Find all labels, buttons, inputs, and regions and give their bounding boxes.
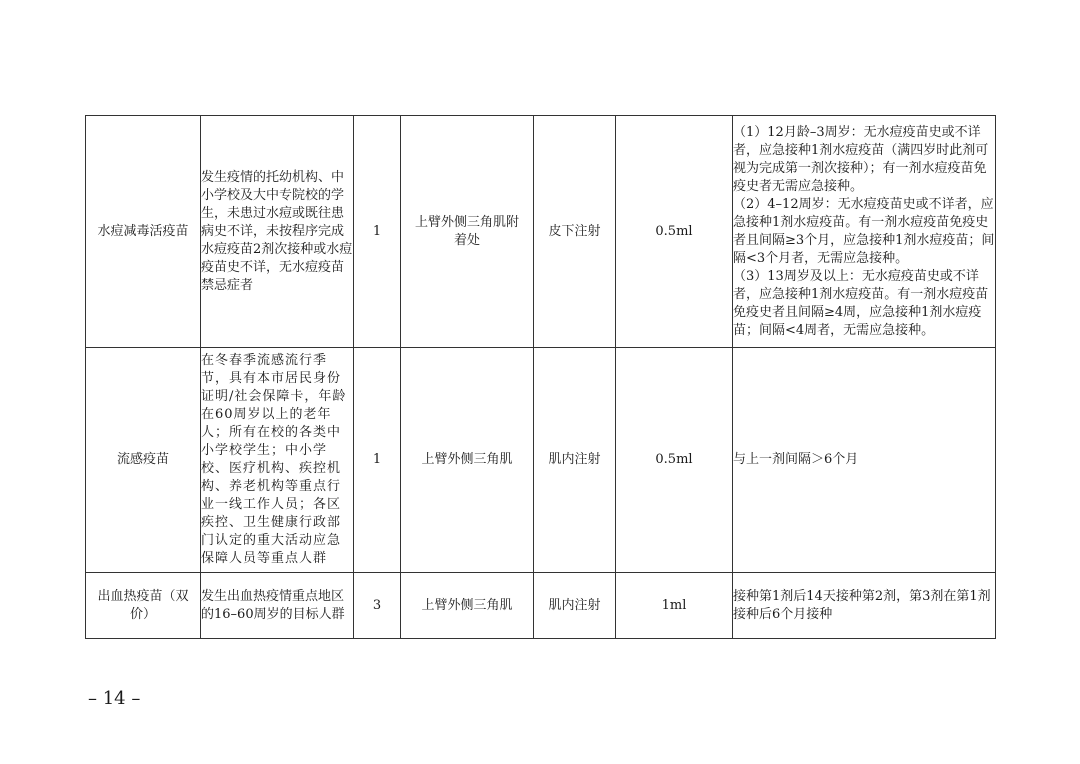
target-population-cell: 发生疫情的托幼机构、中小学校及大中专院校的学生，未患过水痘或既往患病史不详，未按程序完成水痘疫苗2剂次接种或水痘疫苗史不详，无水痘疫苗禁忌症者 bbox=[201, 116, 354, 348]
note-item: （1）12月龄–3周岁：无水痘疫苗史或不详者，应急接种1剂水痘疫苗（满四岁时此剂可视为完成第一剂次接种）；有一剂水痘疫苗免疫史者无需应急接种。 bbox=[733, 124, 989, 194]
vaccine-name-cell: 水痘减毒活疫苗 bbox=[86, 116, 201, 348]
page-number: – 14 – bbox=[88, 688, 141, 709]
route-cell: 皮下注射 bbox=[534, 116, 616, 348]
dosage-cell: 0.5ml bbox=[616, 116, 733, 348]
note-item: （2）4–12周岁：无水痘疫苗史或不详者，应急接种1剂水痘疫苗。有一剂水痘疫苗免疫史者且间隔≥3个月，应急接种1剂水痘疫苗；间隔<3个月者，无需应急接种。 bbox=[733, 196, 995, 266]
route-cell: 肌内注射 bbox=[534, 348, 616, 573]
dosage-cell: 1ml bbox=[616, 573, 733, 639]
dose-count-cell: 3 bbox=[354, 573, 401, 639]
vaccine-table bbox=[85, 115, 996, 639]
dose-count-cell: 1 bbox=[354, 116, 401, 348]
table-row-hemorrhagic-fever bbox=[86, 573, 996, 639]
table-row-varicella bbox=[86, 116, 996, 348]
notes-cell: 与上一剂间隔＞6个月 bbox=[733, 348, 996, 573]
injection-site-cell: 上臂外侧三角肌 bbox=[401, 573, 534, 639]
notes-cell: 接种第1剂后14天接种第2剂，第3剂在第1剂接种后6个月接种 bbox=[733, 573, 996, 639]
note-item: （3）13周岁及以上：无水痘疫苗史或不详者，应急接种1剂水痘疫苗。有一剂水痘疫苗免疫史者且间隔≥4周，应急接种1剂水痘疫苗；间隔<4周者，无需应急接种。 bbox=[733, 268, 989, 338]
route-cell: 肌内注射 bbox=[534, 573, 616, 639]
injection-site-cell: 上臂外侧三角肌 bbox=[401, 348, 534, 573]
target-population-cell: 在冬春季流感流行季节，具有本市居民身份证明/社会保障卡，年龄在60周岁以上的老年人；所有在校的各类中小学校学生；中小学校、医疗机构、疾控机构、养老机构等重点行业一线工作人员；各区疾控、卫生健康行政部门认定的重大活动应急保障人员等重点人群 bbox=[201, 348, 354, 573]
vaccine-name-cell: 出血热疫苗（双价） bbox=[86, 573, 201, 639]
injection-site-cell: 上臂外侧三角肌附着处 bbox=[401, 116, 534, 348]
dosage-cell: 0.5ml bbox=[616, 348, 733, 573]
notes-cell bbox=[733, 116, 996, 348]
dose-count-cell: 1 bbox=[354, 348, 401, 573]
vaccine-name-cell: 流感疫苗 bbox=[86, 348, 201, 573]
table-row-influenza bbox=[86, 348, 996, 573]
target-population-cell: 发生出血热疫情重点地区的16–60周岁的目标人群 bbox=[201, 573, 354, 639]
